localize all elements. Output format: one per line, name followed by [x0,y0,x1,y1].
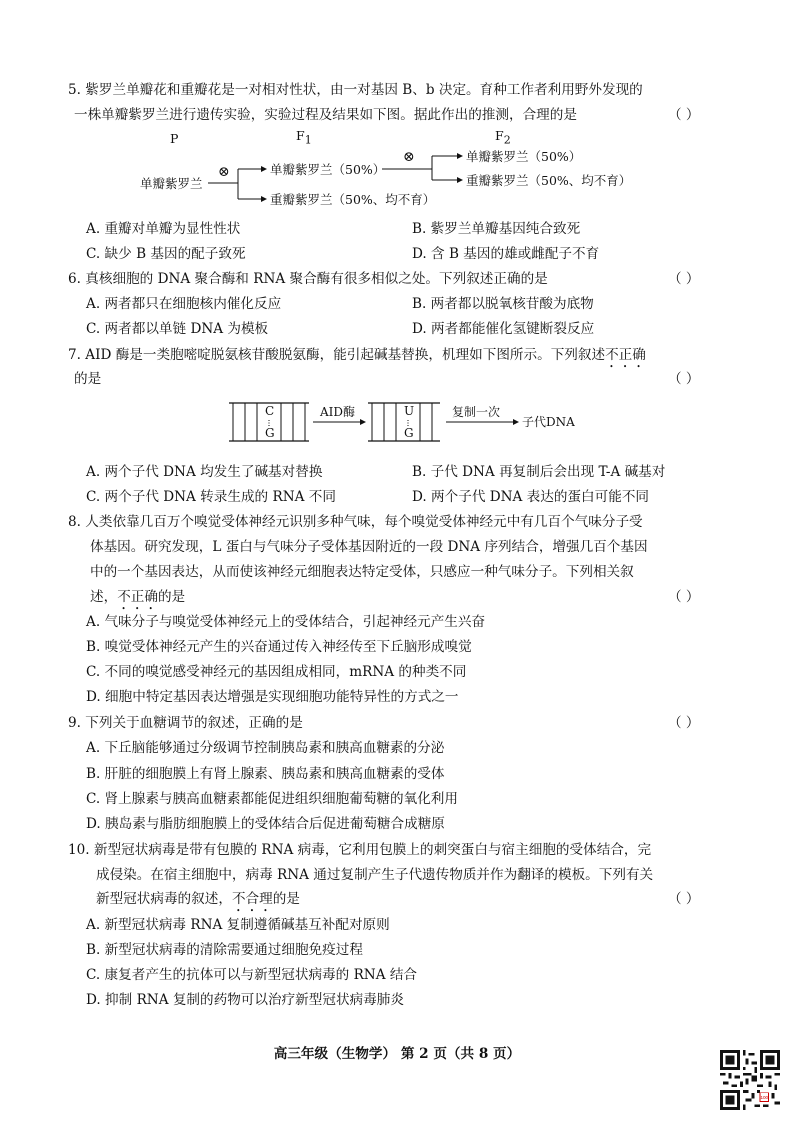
replicate-label: 复制一次 [452,405,501,419]
q8-stem-line-2: 体基因。研究发现，L 蛋白与气味分子受体基因附近的一段 DNA 序列结合，增强几百个基因 [90,539,648,555]
q10-option-d[interactable]: D. 抑制 RNA 复制的药物可以治疗新型冠状病毒肺炎 [86,992,404,1008]
label-f2: $F_2$ [495,128,511,147]
qr-corner-text: 100 [760,1095,769,1101]
q6-option-d[interactable]: D. 两者都能催化氢键断裂反应 [412,321,595,337]
q10-stem-line-3: 新型冠状病毒的叙述，不合理的是 [96,891,300,907]
f1-single-label: 单瓣紫罗兰（50%） [270,162,386,177]
q6-stem-line-1: 6. 真核细胞的 DNA 聚合酶和 RNA 聚合酶有很多相似之处。下列叙述正确的是 [68,271,548,287]
q9-option-b[interactable]: B. 肝脏的细胞膜上有肾上腺素、胰岛素和胰高血糖素的受体 [86,766,445,782]
q6-option-b[interactable]: B. 两者都以脱氧核苷酸为底物 [412,296,594,312]
label-p: P [170,131,179,146]
q10-stem-line-2: 成侵染。在宿主细胞中，病毒 RNA 通过复制产生子代遗传物质并作为翻译的模板。下列有关 [96,867,654,883]
page-footer: 高三年级（生物学） 第 2 页（共 8 页） [273,1046,521,1062]
q9-stem-line-1: 9. 下列关于血糖调节的叙述，正确的是 [68,715,303,731]
q5-stem-line-1: 5. 紫罗兰单瓣花和重瓣花是一对相对性状，由一对基因 B、b 决定。育种工作者利用野外发现的 [68,82,643,98]
q6-answer-paren: （ ） [668,271,700,287]
q8-emphasis: 不正确 [117,589,158,605]
q8-option-d[interactable]: D. 细胞中特定基因表达增强是实现细胞功能特异性的方式之一 [86,689,459,705]
q6-option-c[interactable]: C. 两者都以单链 DNA 为模板 [86,321,269,337]
q5-option-d[interactable]: D. 含 B 基因的雄或雌配子不育 [412,246,600,262]
q7-option-a[interactable]: A. 两个子代 DNA 均发生了碱基对替换 [86,464,323,480]
q8-stem-line-3: 中的一个基因表达，从而使该神经元细胞表达特定受体，只感应一种气味分子。下列相关叙 [90,564,634,580]
q7-dna-ladders [0,0,794,460]
q8-option-c[interactable]: C. 不同的嗅觉感受神经元的基因组成相同，mRNA 的种类不同 [86,664,467,680]
q8-option-a[interactable]: A. 气味分子与嗅觉受体神经元上的受体结合，引起神经元产生兴奋 [86,614,486,630]
base-g-2: G [404,426,414,440]
f2-double-label: 重瓣紫罗兰（50%、均不育） [466,173,632,188]
offspring-dna-label: 子代DNA [522,415,575,429]
q9-answer-paren: （ ） [668,715,700,731]
q5-option-a[interactable]: A. 重瓣对单瓣为显性性状 [86,221,241,237]
q7-stem-line-2: 的是 [74,371,102,387]
q7-option-b[interactable]: B. 子代 DNA 再复制后会出现 T-A 碱基对 [412,464,666,480]
aid-enzyme-label: AID酶 [320,405,356,419]
q9-option-d[interactable]: D. 胰岛素与脂肪细胞膜上的受体结合后促进葡萄糖合成糖原 [86,816,445,832]
selfing-symbol-2: ⊗ [403,149,415,165]
q5-stem-line-2: 一株单瓣紫罗兰进行遗传实验，实验过程及结果如下图。据此作出的推测，合理的是 [74,107,577,123]
base-u: U [404,404,415,418]
q7-stem-line-1: 7. AID 酶是一类胞嘧啶脱氨核苷酸脱氨酶，能引起碱基替换，机理如下图所示。下列叙述不正确 [68,347,646,363]
base-g-1: G [265,426,275,440]
q7-option-c[interactable]: C. 两个子代 DNA 转录生成的 RNA 不同 [86,489,336,505]
label-f1: $F_1$ [296,128,312,147]
q10-option-c[interactable]: C. 康复者产生的抗体可以与新型冠状病毒的 RNA 结合 [86,967,418,983]
f1-double-label: 重瓣紫罗兰（50%、均不育） [270,192,436,207]
q9-option-a[interactable]: A. 下丘脑能够通过分级调节控制胰岛素和胰高血糖素的分泌 [86,740,445,756]
q10-stem-line-1: 10. 新型冠状病毒是带有包膜的 RNA 病毒，它利用包膜上的刺突蛋白与宿主细胞的受体结合，完 [68,842,652,858]
q7-option-d[interactable]: D. 两个子代 DNA 表达的蛋白可能不同 [412,489,650,505]
q10-option-a[interactable]: A. 新型冠状病毒 RNA 复制遵循碱基互补配对原则 [86,917,390,933]
base-c: C [265,404,275,418]
selfing-symbol-1: ⊗ [218,164,230,180]
q5-option-c[interactable]: C. 缺少 B 基因的配子致死 [86,246,246,262]
q10-answer-paren: （ ） [668,891,700,907]
q10-option-b[interactable]: B. 新型冠状病毒的清除需要通过细胞免疫过程 [86,942,363,958]
q5-answer-paren: （ ） [668,107,700,123]
f2-single-label: 单瓣紫罗兰（50%） [466,149,582,164]
q8-answer-paren: （ ） [668,589,700,605]
q7-emphasis: 不正确 [605,347,646,363]
q8-stem-line-4: 述，不正确的是 [90,589,186,605]
q9-option-c[interactable]: C. 肾上腺素与胰高血糖素都能促进组织细胞葡萄糖的氧化利用 [86,791,458,807]
q8-stem-line-1: 8. 人类依靠几百万个嗅觉受体神经元识别多种气味，每个嗅觉受体神经元中有几百个气味分子受 [68,514,643,530]
q5-option-b[interactable]: B. 紫罗兰单瓣基因纯合致死 [412,221,581,237]
q8-option-b[interactable]: B. 嗅觉受体神经元产生的兴奋通过传入神经传至下丘脑形成嗅觉 [86,639,472,655]
q10-emphasis: 不合理 [231,891,273,907]
q7-answer-paren: （ ） [668,371,700,387]
q6-option-a[interactable]: A. 两者都只在细胞核内催化反应 [86,296,282,312]
parent-label: 单瓣紫罗兰 [140,176,203,191]
qr-code-icon[interactable] [720,1050,780,1110]
